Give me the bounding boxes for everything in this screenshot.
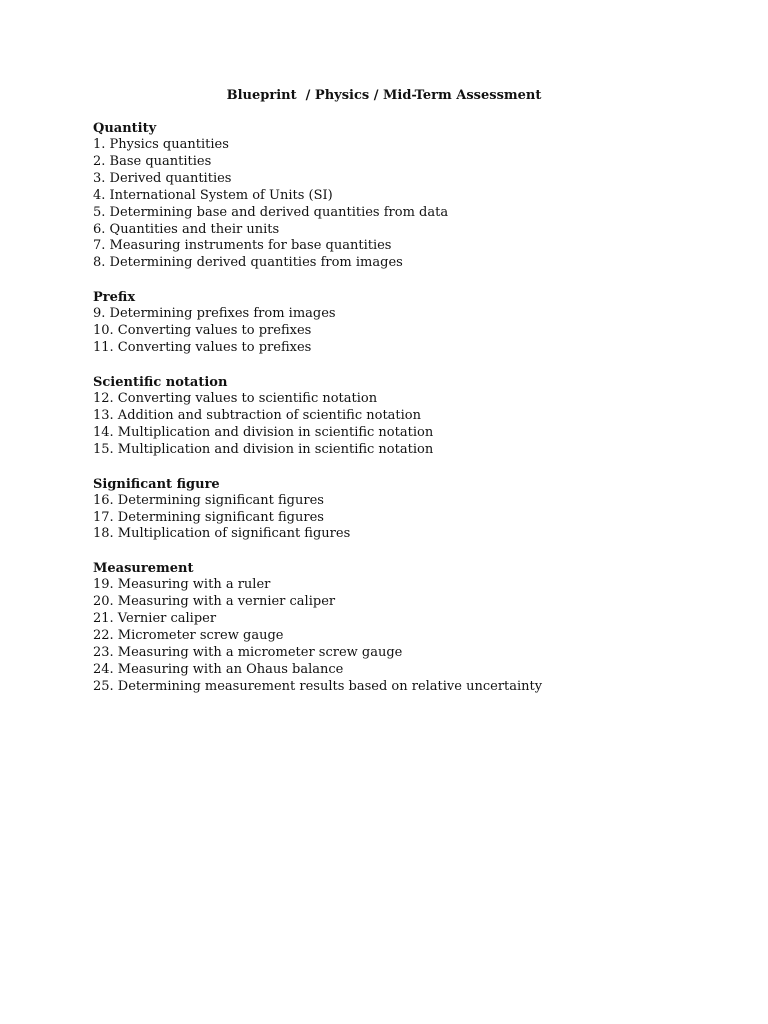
- list-item: 22. Micrometer screw gauge: [93, 628, 284, 644]
- document-body: [93, 120, 733, 713]
- list-item: 24. Measuring with an Ohaus balance: [93, 661, 344, 677]
- list-item: 2. Base quantities: [93, 153, 212, 169]
- section-heading: Quantity: [93, 121, 157, 136]
- item-list: [93, 137, 733, 272]
- section-significant-figure: [93, 476, 733, 544]
- list-item: 16. Determining significant figures: [93, 492, 324, 508]
- list-item: 4. International System of Units (SI): [93, 187, 333, 203]
- list-item: 7. Measuring instruments for base quantities: [93, 238, 392, 254]
- list-item: 3. Derived quantities: [93, 170, 232, 186]
- list-item: 11. Converting values to prefixes: [93, 340, 312, 356]
- item-list: [93, 391, 733, 459]
- item-list: [93, 493, 733, 544]
- list-item: 14. Multiplication and division in scientific notation: [93, 424, 434, 440]
- list-item: 12. Converting values to scientific notation: [93, 390, 378, 406]
- list-item: 8. Determining derived quantities from images: [93, 255, 403, 271]
- section-scientific-notation: [93, 374, 733, 459]
- list-item: 6. Quantities and their units: [93, 221, 280, 237]
- list-item: 25. Determining measurement results based on relative uncertainty: [93, 678, 543, 694]
- section-quantity: [93, 120, 733, 272]
- section-heading: Measurement: [93, 561, 194, 577]
- list-item: 13. Addition and subtraction of scientific notation: [93, 407, 422, 423]
- list-item: 19. Measuring with a ruler: [93, 577, 271, 593]
- list-item: 17. Determining significant figures: [93, 509, 324, 525]
- section-heading: Prefix: [93, 290, 136, 306]
- list-item: 1. Physics quantities: [93, 137, 229, 152]
- section-measurement: [93, 560, 733, 695]
- section-heading: Significant figure: [93, 476, 220, 492]
- list-item: 15. Multiplication and division in scientific notation: [93, 441, 434, 457]
- section-heading: Scientific notation: [93, 374, 228, 390]
- list-item: 10. Converting values to prefixes: [93, 323, 312, 339]
- list-item: 23. Measuring with a micrometer screw gauge: [93, 644, 403, 660]
- list-item: 18. Multiplication of significant figures: [93, 526, 351, 542]
- document-title: Blueprint / Physics / Mid-Term Assessment: [226, 88, 542, 103]
- list-item: 21. Vernier caliper: [93, 611, 217, 627]
- list-item: 9. Determining prefixes from images: [93, 306, 336, 322]
- list-item: 20. Measuring with a vernier caliper: [93, 594, 336, 610]
- list-item: 5. Determining base and derived quantities from data: [93, 204, 449, 220]
- item-list: [93, 306, 733, 357]
- item-list: [93, 577, 733, 695]
- section-prefix: [93, 289, 733, 357]
